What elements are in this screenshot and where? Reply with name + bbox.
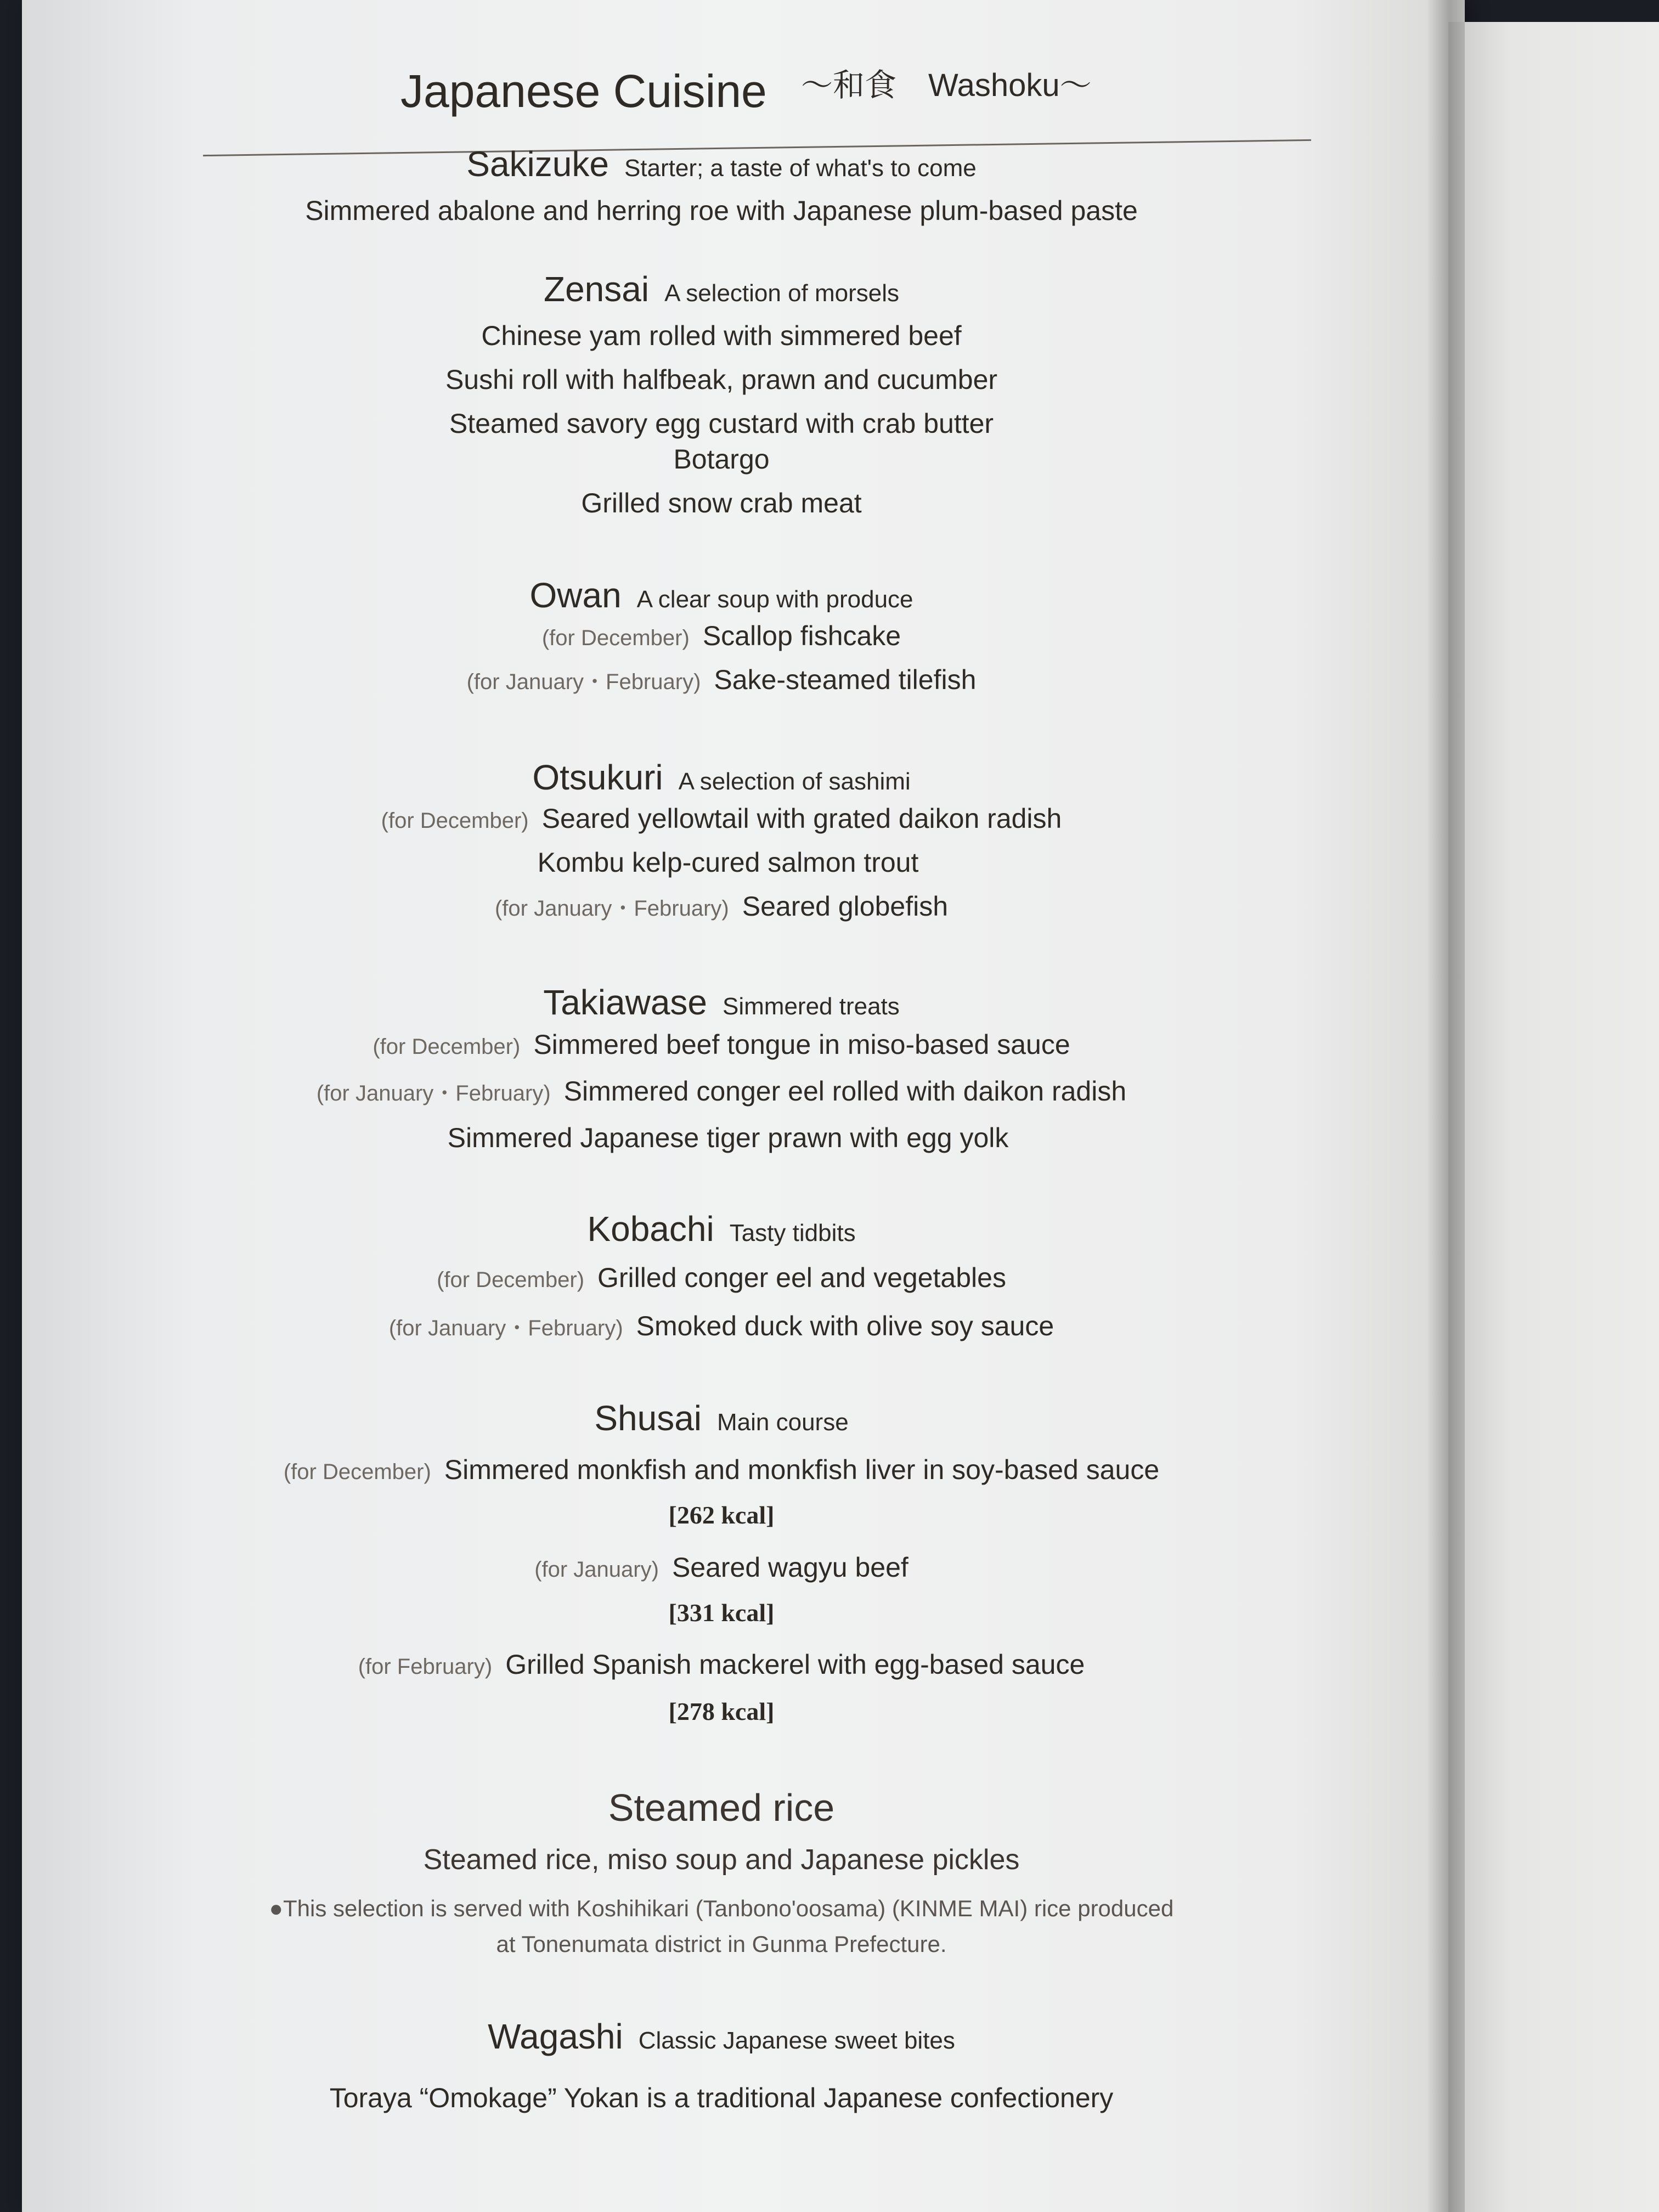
course-heading-shusai <box>0 1398 1443 1438</box>
course-desc: A selection of morsels <box>664 280 900 307</box>
dish-text: Grilled Spanish mackerel with egg-based sauce <box>505 1649 1085 1680</box>
month-note: (for December) <box>283 1460 431 1484</box>
dish-text: Simmered Japanese tiger prawn with egg yolk <box>447 1122 1009 1153</box>
menu-item <box>0 1551 1443 1583</box>
month-note: (for January・February) <box>494 896 729 921</box>
dish-text: Simmered conger eel rolled with daikon radish <box>563 1076 1127 1107</box>
course-desc: Tasty tidbits <box>729 1220 856 1246</box>
menu-item <box>0 1310 1443 1342</box>
menu-item <box>0 1454 1443 1486</box>
dish-text: Kombu kelp-cured salmon trout <box>537 847 919 878</box>
course-heading-takiawase <box>0 982 1443 1023</box>
course-heading-kobachi <box>0 1209 1443 1249</box>
month-note: (for January・February) <box>316 1081 551 1105</box>
month-note: (for December) <box>381 809 529 833</box>
rice-note: at Tonenumata district in Gunma Prefecture. <box>496 1931 947 1957</box>
course-name: Shusai <box>594 1398 702 1438</box>
menu-item: Steamed rice, miso soup and Japanese pickles <box>423 1844 1020 1876</box>
menu-item: Sushi roll with halfbeak, prawn and cucumber <box>445 364 998 395</box>
dish-text: Scallop fishcake <box>702 620 901 651</box>
next-page-edge <box>1448 22 1659 2212</box>
course-heading-rice: Steamed rice <box>608 1786 835 1829</box>
menu-item: Toraya “Omokage” Yokan is a traditional Japanese confectionery <box>329 2083 1114 2113</box>
course-name: Zensai <box>543 269 650 309</box>
course-heading-zensai <box>0 269 1443 309</box>
month-note: (for January) <box>534 1558 659 1582</box>
course-desc: A clear soup with produce <box>636 586 913 613</box>
month-note: (for February) <box>358 1655 493 1679</box>
menu-item: Grilled snow crab meat <box>581 488 862 518</box>
calorie-label: [262 kcal] <box>668 1501 775 1529</box>
month-note: (for December) <box>541 626 690 650</box>
month-note: (for January・February) <box>466 670 701 694</box>
course-desc: Simmered treats <box>723 993 900 1020</box>
menu-item: Botargo <box>673 444 770 475</box>
dish-text: Sake-steamed tilefish <box>714 664 977 695</box>
course-name: Wagashi <box>488 2017 623 2056</box>
course-heading-owan <box>0 575 1443 616</box>
dish-text: Grilled conger eel and vegetables <box>597 1262 1006 1293</box>
month-note: (for December) <box>437 1268 585 1292</box>
menu-item: Simmered abalone and herring roe with Japanese plum-based paste <box>305 195 1138 226</box>
menu-item <box>0 1649 1443 1680</box>
month-note: (for January・February) <box>388 1316 623 1340</box>
menu-item: Chinese yam rolled with simmered beef <box>481 320 962 351</box>
course-desc: Starter; a taste of what's to come <box>624 155 977 182</box>
menu-title: Japanese Cuisine <box>400 65 767 117</box>
menu-item <box>0 1075 1443 1107</box>
rice-note: ●This selection is served with Koshihikari (Tanbono'oosama) (KINME MAI) rice produced <box>269 1895 1174 1921</box>
course-desc: A selection of sashimi <box>678 768 911 795</box>
course-desc: Main course <box>717 1409 849 1436</box>
course-name: Sakizuke <box>466 144 609 184</box>
course-name: Kobachi <box>587 1209 714 1249</box>
calorie-label: [331 kcal] <box>668 1599 775 1627</box>
menu-item: Steamed savory egg custard with crab butter <box>449 408 994 439</box>
course-heading-wagashi <box>0 2016 1443 2057</box>
menu-item <box>0 890 1443 922</box>
dish-text: Seared yellowtail with grated daikon radish <box>541 803 1062 834</box>
menu-item <box>0 847 1443 878</box>
menu-item <box>0 803 1443 834</box>
month-note: (for December) <box>373 1035 521 1059</box>
course-desc: Classic Japanese sweet bites <box>638 2027 955 2054</box>
calorie-label: [278 kcal] <box>668 1697 775 1725</box>
menu-item <box>0 1029 1443 1060</box>
dish-text: Simmered monkfish and monkfish liver in soy-based sauce <box>444 1454 1160 1485</box>
dish-text: Seared wagyu beef <box>672 1552 909 1583</box>
menu-item <box>0 664 1443 696</box>
dish-text: Seared globefish <box>742 891 949 922</box>
dish-text: Simmered beef tongue in miso-based sauce <box>533 1029 1070 1060</box>
course-name: Owan <box>529 575 622 615</box>
course-name: Otsukuri <box>532 758 663 797</box>
dish-text: Smoked duck with olive soy sauce <box>636 1311 1054 1341</box>
course-name: Takiawase <box>543 983 708 1022</box>
menu-item <box>0 1122 1443 1154</box>
menu-item <box>0 620 1443 652</box>
menu-subtitle: ～和食 Washoku～ <box>801 67 1092 103</box>
course-heading-sakizuke <box>0 144 1443 184</box>
course-heading-otsukuri <box>0 757 1443 798</box>
menu-item <box>0 1262 1443 1294</box>
